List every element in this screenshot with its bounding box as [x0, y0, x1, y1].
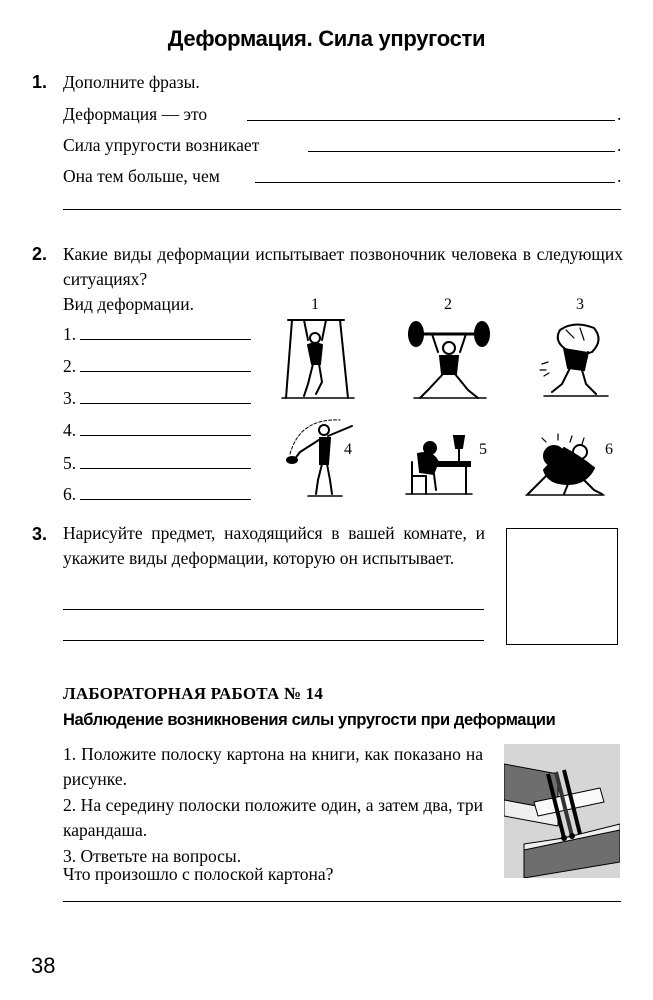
- q2-list-heading: Вид деформации.: [63, 294, 194, 314]
- picture-1-label: 1: [311, 296, 319, 313]
- q2-item-2-label: 2.: [63, 356, 77, 376]
- picture-2-label: 2: [444, 296, 452, 313]
- question-2-number: 2.: [32, 244, 48, 264]
- page-title: Деформация. Сила упругости: [167, 26, 486, 51]
- lab-step-1: 1. Положите полоску картона на книги, как показано на рисунке.: [63, 744, 483, 789]
- picture-6-label: 6: [605, 441, 613, 458]
- picture-3-label: 3: [576, 296, 584, 313]
- q1-end-mark-3: .: [617, 166, 622, 186]
- q1-answer-line-3[interactable]: [255, 182, 615, 183]
- q1-phrase-1: Деформация — это: [63, 104, 208, 124]
- q2-item-1-line[interactable]: [80, 339, 251, 340]
- q2-item-4-label: 4.: [63, 420, 77, 440]
- q1-end-mark-1: .: [617, 104, 622, 124]
- page-number: 38: [31, 953, 56, 978]
- q2-item-2-line[interactable]: [80, 371, 251, 372]
- books-with-cardboard-strip-and-pencils-icon: [504, 744, 620, 878]
- q2-item-4-line[interactable]: [80, 435, 251, 436]
- q1-answer-line-1[interactable]: [247, 120, 615, 121]
- picture-4-label: 4: [344, 441, 352, 458]
- q1-answer-line-4[interactable]: [63, 209, 621, 210]
- q1-phrase-2: Сила упругости возникает: [63, 135, 260, 155]
- wrestlers-icon: [524, 428, 606, 498]
- q2-item-3-label: 3.: [63, 388, 77, 408]
- q1-answer-line-2[interactable]: [308, 151, 615, 152]
- q1-phrase-3: Она тем больше, чем: [63, 166, 220, 186]
- q2-item-5-label: 5.: [63, 453, 77, 473]
- lab-step-3: 3. Ответьте на вопросы.: [63, 846, 242, 866]
- q2-item-6-label: 6.: [63, 484, 77, 504]
- pull-up-gymnast-icon: [278, 312, 358, 400]
- picture-5-label: 5: [479, 441, 487, 458]
- lab-question: Что произошло с полоской картона?: [63, 864, 334, 884]
- question-1-prompt: Дополните фразы.: [63, 72, 200, 92]
- lab-step-2: 2. На середину полоски положите один, а затем два, три карандаша.: [63, 795, 483, 840]
- question-3-number: 3.: [32, 524, 48, 544]
- q3-answer-line-1[interactable]: [63, 609, 484, 610]
- q2-item-6-line[interactable]: [80, 499, 251, 500]
- lab-heading: ЛАБОРАТОРНАЯ РАБОТА № 14: [63, 684, 324, 703]
- discus-thrower-icon: [280, 414, 360, 498]
- person-sitting-at-desk-icon: [404, 432, 474, 498]
- q3-answer-line-2[interactable]: [63, 640, 484, 641]
- q2-item-3-line[interactable]: [80, 403, 251, 404]
- q2-item-1-label: 1.: [63, 324, 77, 344]
- person-carrying-sack-icon: [534, 318, 614, 400]
- q1-end-mark-2: .: [617, 135, 622, 155]
- weightlifter-icon: [404, 312, 494, 400]
- q2-item-5-line[interactable]: [80, 468, 251, 469]
- question-2-prompt: Какие виды деформации испытывает позвоночник человека в следующих ситуациях?: [63, 244, 623, 289]
- question-1-number: 1.: [32, 72, 48, 92]
- drawing-box[interactable]: [506, 528, 618, 645]
- lab-subheading: Наблюдение возникновения силы упругости при деформации: [63, 711, 556, 729]
- question-3-prompt: Нарисуйте предмет, находящийся в вашей комнате, и укажите виды деформации, которую он испытывает.: [63, 523, 485, 568]
- lab-answer-line[interactable]: [63, 901, 621, 902]
